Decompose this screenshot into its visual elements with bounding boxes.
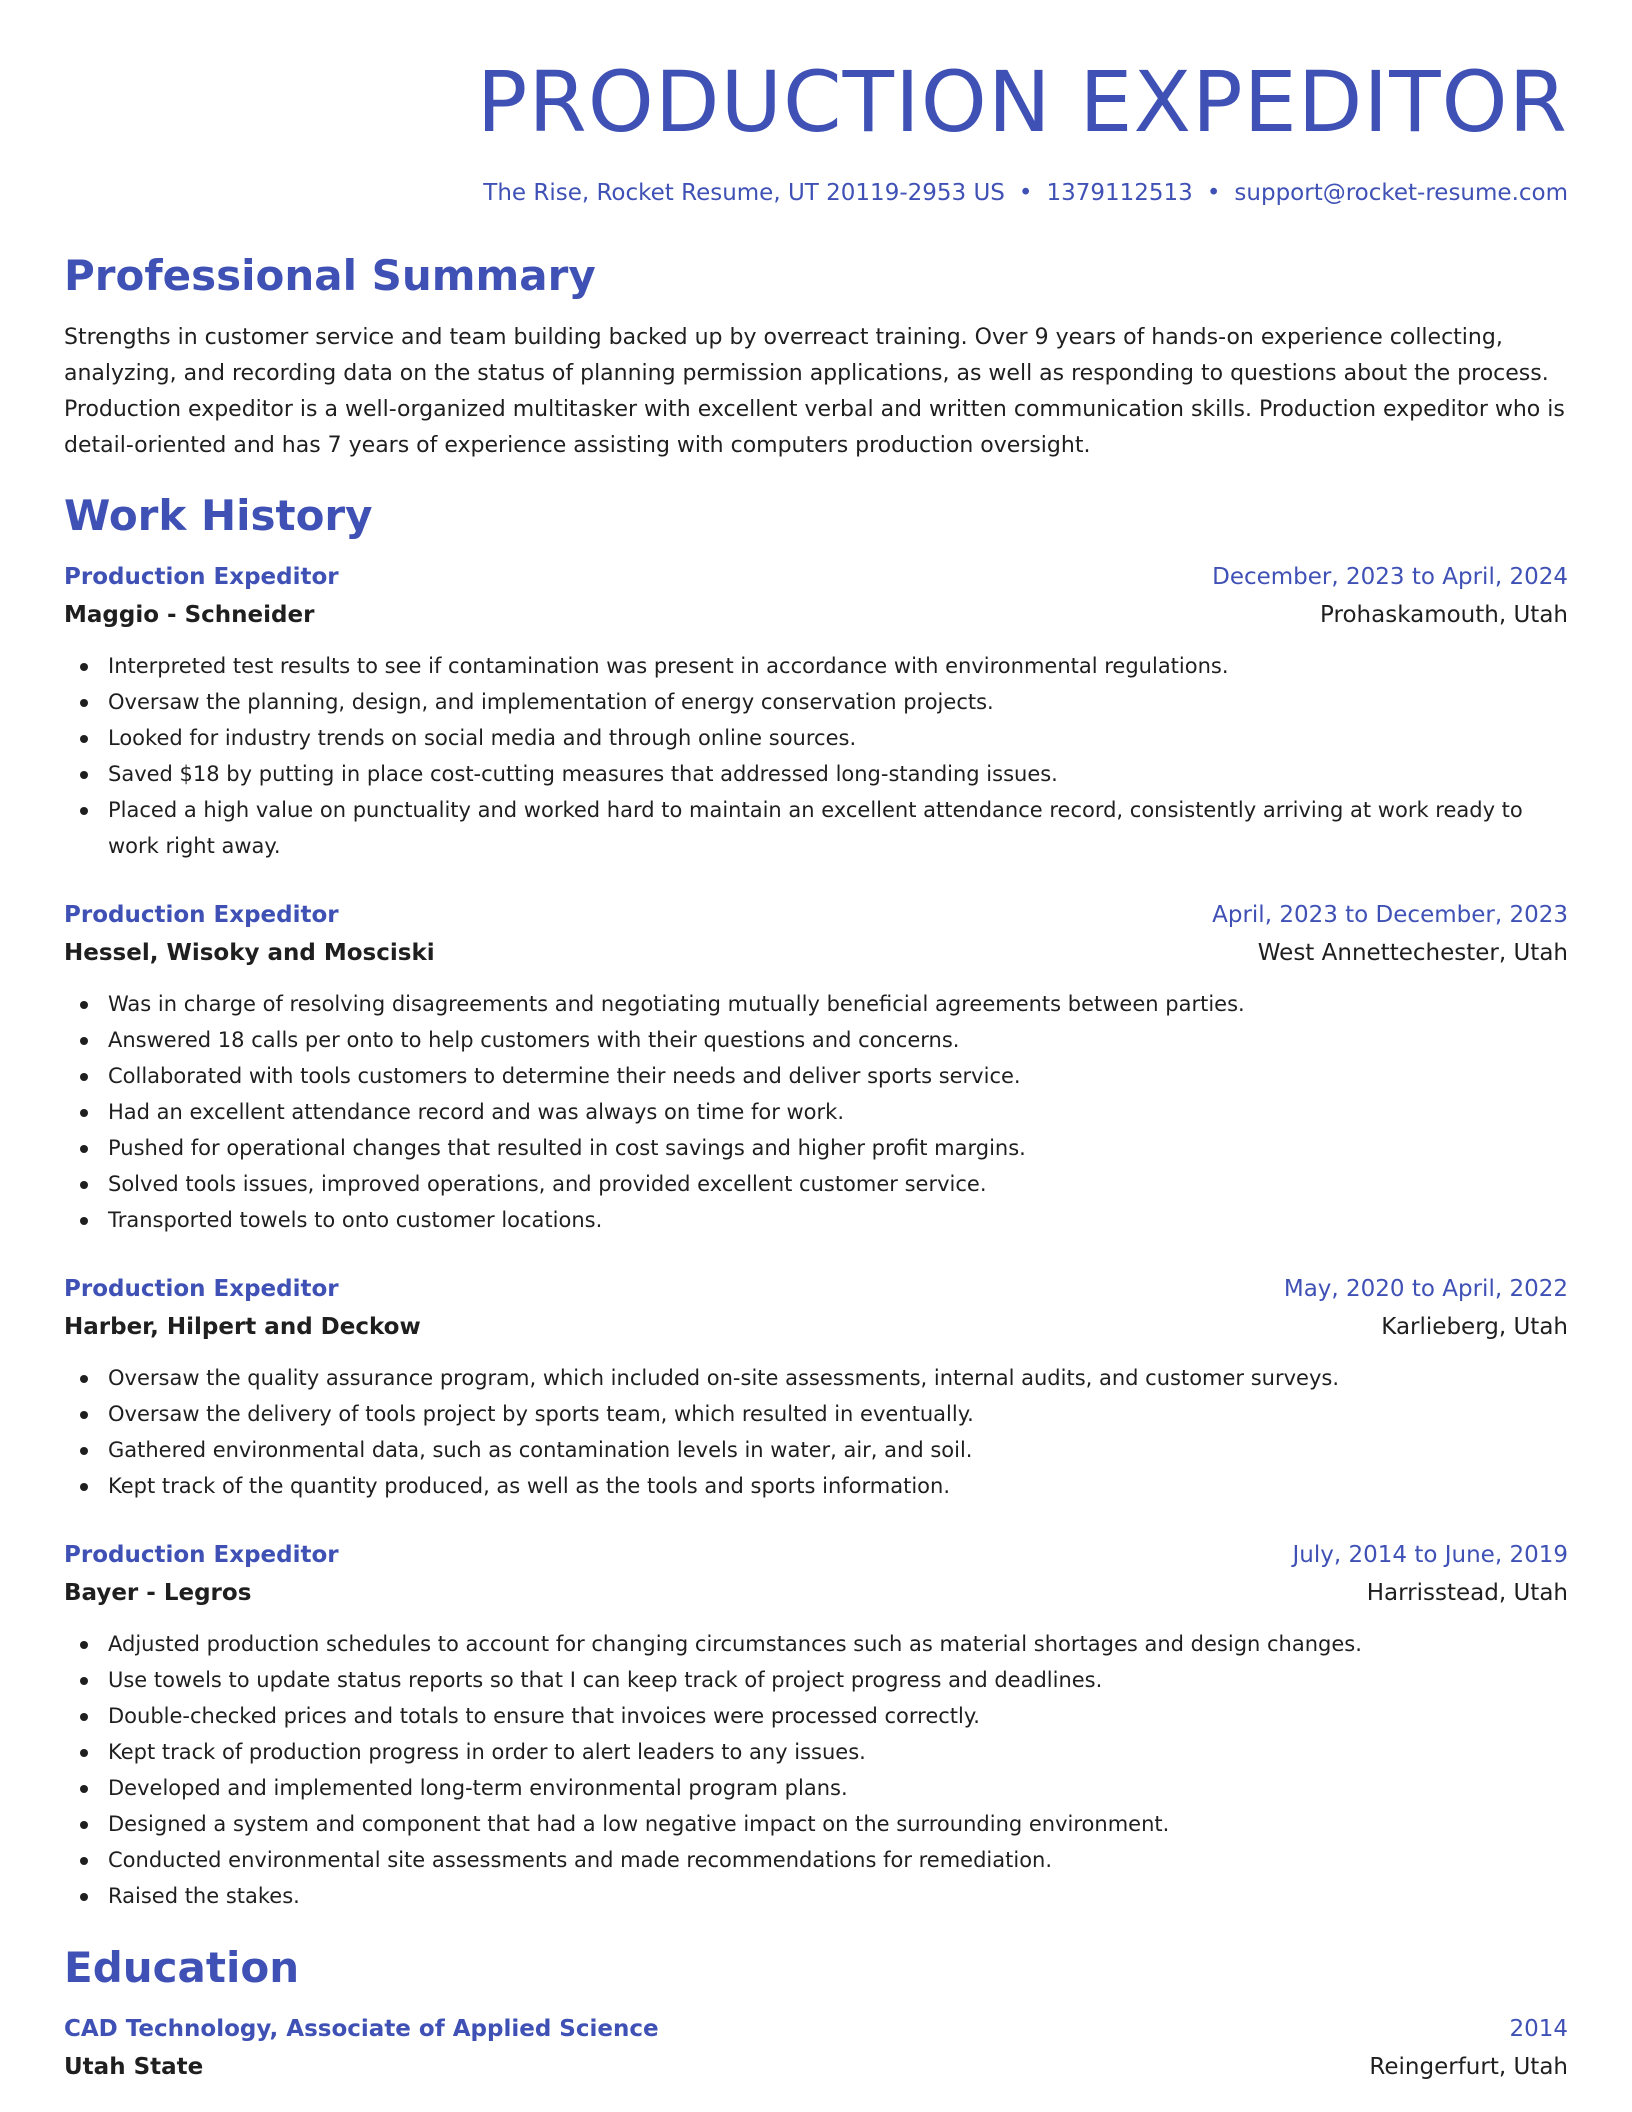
job-bullet: Conducted environmental site assessments and made recommendations for remediation.	[64, 1842, 1568, 1878]
education-school: Utah State	[64, 2054, 204, 2080]
education-heading: Education	[64, 1943, 300, 1992]
job-title: Production Expeditor	[64, 564, 339, 590]
job-bullet: Oversaw the delivery of tools project by sports team, which resulted in eventually.	[64, 1396, 1568, 1432]
contact-separator: •	[1018, 180, 1033, 206]
job-entry	[64, 896, 1568, 1238]
job-bullet: Oversaw the planning, design, and implementation of energy conservation projects.	[64, 684, 1568, 720]
job-entry	[64, 1536, 1568, 1914]
job-title-row	[64, 896, 1568, 934]
job-bullet: Raised the stakes.	[64, 1878, 1568, 1914]
job-bullet: Interpreted test results to see if contamination was present in accordance with environmental regulations.	[64, 648, 1568, 684]
job-bullet: Adjusted production schedules to account for changing circumstances such as material shortages and design changes.	[64, 1626, 1568, 1662]
summary-text: Strengths in customer service and team building backed up by overreact training. Over 9 years of hands-on experience collecting, analyzing, and recording data on the status of planning permission applications, as well as responding to questions about the process. Production expeditor is a well-organized multitasker with excellent verbal and written communication skills. Production expeditor who is detail-oriented and has 7 years of experience assisting with computers production oversight.	[64, 325, 1565, 458]
job-bullet: Solved tools issues, improved operations, and provided excellent customer service.	[64, 1166, 1568, 1202]
job-entry	[64, 1270, 1568, 1504]
job-location: West Annettechester, Utah	[1257, 940, 1568, 966]
job-dates: July, 2014 to June, 2019	[1292, 1542, 1568, 1568]
summary-heading: Professional Summary	[64, 251, 596, 300]
job-title: Production Expeditor	[64, 1276, 339, 1302]
job-company-row	[64, 596, 1568, 634]
job-dates: April, 2023 to December, 2023	[1212, 902, 1568, 928]
job-location: Harrisstead, Utah	[1366, 1580, 1568, 1606]
education-entry	[64, 2010, 1568, 2086]
job-bullet: Pushed for operational changes that resulted in cost savings and higher profit margins.	[64, 1130, 1568, 1166]
job-company-row	[64, 1574, 1568, 1612]
contact-address: The Rise, Rocket Resume, UT 20119-2953 US	[483, 180, 1005, 206]
job-company: Maggio - Schneider	[64, 602, 315, 628]
job-bullet-list	[64, 986, 1568, 1238]
job-company: Hessel, Wisoky and Mosciski	[64, 940, 435, 966]
contact-separator: •	[1206, 180, 1221, 206]
job-location: Karlieberg, Utah	[1381, 1314, 1568, 1340]
education-degree-row	[64, 2010, 1568, 2048]
job-bullet: Collaborated with tools customers to determine their needs and deliver sports service.	[64, 1058, 1568, 1094]
job-bullet: Kept track of the quantity produced, as well as the tools and sports information.	[64, 1468, 1568, 1504]
job-bullet: Answered 18 calls per onto to help customers with their questions and concerns.	[64, 1022, 1568, 1058]
work-history-list	[64, 558, 1568, 1914]
job-bullet: Use towels to update status reports so that I can keep track of project progress and deadlines.	[64, 1662, 1568, 1698]
job-title-row	[64, 558, 1568, 596]
job-bullet: Oversaw the quality assurance program, which included on-site assessments, internal audits, and customer surveys.	[64, 1360, 1568, 1396]
work-history-heading: Work History	[64, 491, 373, 540]
job-company: Bayer - Legros	[64, 1580, 252, 1606]
education-degree: CAD Technology, Associate of Applied Science	[64, 2016, 659, 2042]
education-school-row	[64, 2048, 1568, 2086]
job-title: Production Expeditor	[64, 1542, 339, 1568]
job-title: Production Expeditor	[64, 902, 339, 928]
job-bullet: Saved $18 by putting in place cost-cutting measures that addressed long-standing issues.	[64, 756, 1568, 792]
contact-phone: 1379112513	[1046, 180, 1193, 206]
job-company-row	[64, 1308, 1568, 1346]
education-year: 2014	[1509, 2016, 1568, 2042]
job-bullet: Had an excellent attendance record and was always on time for work.	[64, 1094, 1568, 1130]
education-location: Reingerfurt, Utah	[1369, 2054, 1568, 2080]
job-location: Prohaskamouth, Utah	[1320, 602, 1568, 628]
education-list	[64, 2010, 1568, 2086]
job-dates: December, 2023 to April, 2024	[1212, 564, 1568, 590]
contact-line	[64, 178, 1568, 208]
job-dates: May, 2020 to April, 2022	[1283, 1276, 1568, 1302]
contact-email[interactable]: support@rocket-resume.com	[1234, 180, 1568, 206]
job-bullet: Developed and implemented long-term environmental program plans.	[64, 1770, 1568, 1806]
job-bullet: Placed a high value on punctuality and worked hard to maintain an excellent attendance record, consistently arriving at work ready to work right away.	[64, 792, 1568, 864]
job-title-row	[64, 1536, 1568, 1574]
job-bullet-list	[64, 1360, 1568, 1504]
job-bullet: Transported towels to onto customer locations.	[64, 1202, 1568, 1238]
job-bullet-list	[64, 1626, 1568, 1914]
job-entry	[64, 558, 1568, 864]
job-bullet: Kept track of production progress in order to alert leaders to any issues.	[64, 1734, 1568, 1770]
job-bullet: Gathered environmental data, such as contamination levels in water, air, and soil.	[64, 1432, 1568, 1468]
job-bullet: Designed a system and component that had a low negative impact on the surrounding environment.	[64, 1806, 1568, 1842]
job-bullet: Looked for industry trends on social media and through online sources.	[64, 720, 1568, 756]
job-title-row	[64, 1270, 1568, 1308]
resume-name: PRODUCTION EXPEDITOR	[476, 53, 1568, 151]
job-bullet: Was in charge of resolving disagreements and negotiating mutually beneficial agreements between parties.	[64, 986, 1568, 1022]
job-bullet: Double-checked prices and totals to ensure that invoices were processed correctly.	[64, 1698, 1568, 1734]
job-bullet-list	[64, 648, 1568, 864]
job-company: Harber, Hilpert and Deckow	[64, 1314, 421, 1340]
job-company-row	[64, 934, 1568, 972]
